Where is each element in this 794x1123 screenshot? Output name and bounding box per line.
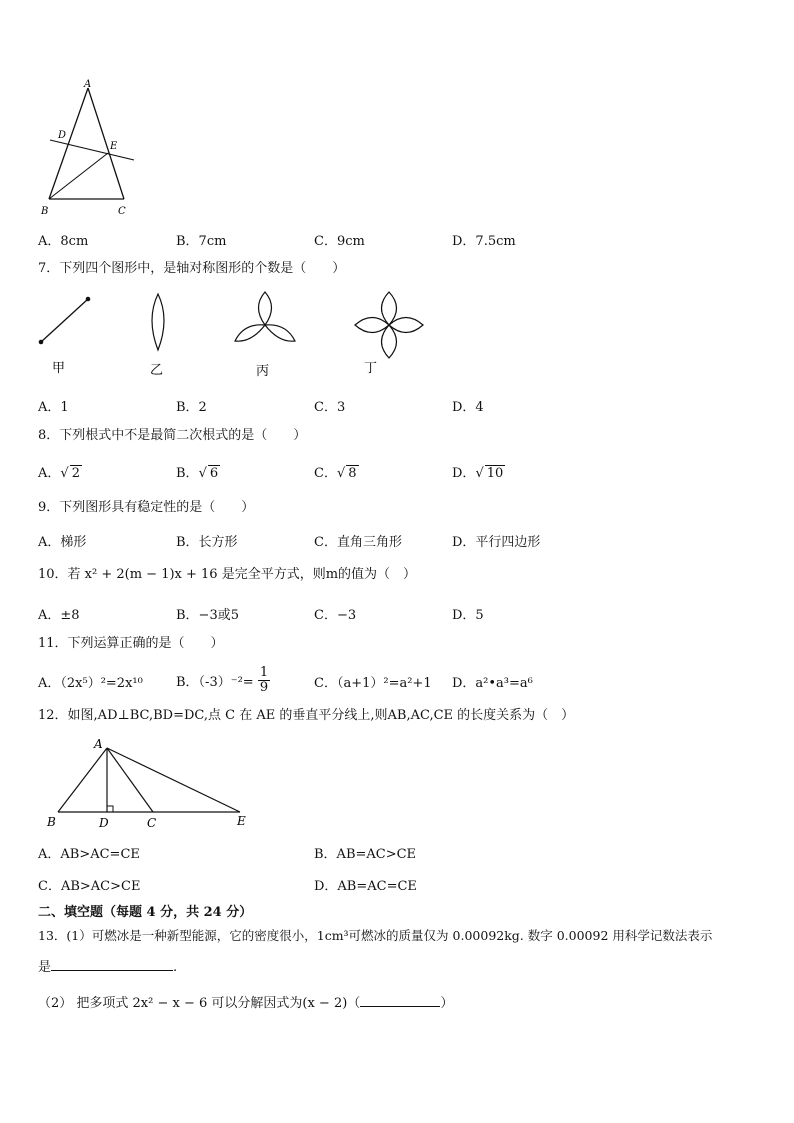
segment-ac: [107, 748, 153, 812]
q7-stem: 7．下列四个图形中，是轴对称图形的个数是（ ）: [38, 261, 346, 276]
q8-option-c[interactable]: [314, 462, 359, 481]
option-letter: D．: [452, 466, 476, 481]
side-ac: [88, 88, 124, 199]
q8-option-a[interactable]: [38, 462, 82, 481]
sqrt-symbol: √: [475, 466, 484, 481]
q8-stem: 8．下列根式中不是最简二次根式的是（ ）: [38, 428, 307, 443]
q12-options-row2: [38, 875, 758, 893]
numerator: 1: [259, 665, 269, 680]
q7-option-b[interactable]: B．2: [176, 400, 207, 415]
q10-option-c[interactable]: C．−3: [314, 608, 357, 623]
figure-jia-endpoint: [86, 297, 91, 302]
answer-blank[interactable]: [51, 958, 173, 971]
q8-option-b[interactable]: [176, 462, 220, 481]
radicand: 6: [209, 466, 219, 481]
denominator: 9: [259, 680, 269, 695]
q6-option-b[interactable]: B．7cm: [176, 234, 227, 249]
option-letter: B．: [176, 466, 199, 481]
q11-stem: 11．下列运算正确的是（ ）: [38, 636, 224, 651]
q10-option-d[interactable]: D．5: [452, 608, 484, 623]
label-c: C: [147, 816, 157, 830]
text: 是: [38, 960, 52, 975]
q12-option-d[interactable]: D．AB=AC=CE: [314, 879, 417, 894]
answer-blank[interactable]: [360, 994, 440, 1007]
label-a: A: [84, 79, 92, 90]
q7-option-d[interactable]: D．4: [452, 400, 484, 415]
radicand: 10: [486, 466, 504, 481]
radicand: 2: [71, 466, 80, 481]
section-title-fill-in: 二、填空题（每题 4 分，共 24 分）: [38, 905, 253, 920]
side-ab: [49, 88, 88, 199]
q12-options-row1: [38, 843, 758, 861]
figure-jia-endpoint: [39, 340, 44, 345]
q13-part1-line1: 13．(1）可燃冰是一种新型能源，它的密度很小，1cm³可燃冰的质量仅为 0.00092kg. 数字 0.00092 用科学记数法表示: [38, 928, 713, 943]
label-e: E: [237, 814, 246, 828]
q12-option-c[interactable]: C．AB>AC>CE: [38, 879, 141, 894]
q7-options: [38, 396, 758, 414]
q6-option-d[interactable]: D．7.5cm: [452, 234, 516, 249]
q13-part2: [38, 994, 453, 1012]
q6-option-a[interactable]: A．8cm: [38, 234, 89, 249]
q9-option-c[interactable]: C．直角三角形: [314, 535, 402, 550]
q9-stem: 9．下列图形具有稳定性的是（ ）: [38, 500, 255, 515]
q6-options: [38, 230, 758, 248]
q6-option-c[interactable]: C．9cm: [314, 234, 365, 249]
q8-options: [38, 462, 758, 480]
side-ae: [107, 748, 240, 812]
right-angle-mark: [107, 806, 113, 812]
label-b: B: [41, 206, 49, 217]
label-e: E: [110, 141, 118, 152]
figure-ding-four-petals: [355, 292, 423, 358]
q10-option-a[interactable]: A．±8: [38, 608, 80, 623]
q10-stem: 10．若 x² + 2(m − 1)x + 16 是完全平方式，则m的值为（ ）: [38, 567, 417, 582]
label-d: D: [99, 816, 109, 830]
option-text: B．（-3）⁻²=: [176, 675, 254, 690]
triangle-figure-q6: [38, 78, 148, 220]
q12-stem: 12．如图,AD⊥BC,BD=DC,点 C 在 AE 的垂直平分线上,则AB,AC,CE 的长度关系为（ ）: [38, 708, 575, 723]
q9-options: [38, 531, 758, 549]
text: （2） 把多项式 2x² − x − 6 可以分解因式为(x − 2)（: [38, 996, 361, 1011]
text: ）: [440, 996, 454, 1011]
triangle-figure-q12: [44, 736, 256, 832]
q7-option-a[interactable]: A．1: [38, 400, 69, 415]
q9-option-a[interactable]: A．梯形: [38, 535, 87, 550]
option-letter: C．: [314, 466, 337, 481]
label-yi: 乙: [150, 363, 164, 378]
sqrt-symbol: √: [198, 466, 207, 481]
sqrt-symbol: √: [336, 466, 346, 481]
q11-options: [38, 666, 758, 696]
figure-jia-segment: [41, 299, 88, 342]
q11-option-d[interactable]: D．a²•a³=a⁶: [452, 676, 533, 691]
bisector-line-de: [50, 140, 134, 160]
q11-option-a[interactable]: A．（2x⁵）²=2x¹⁰: [38, 676, 143, 691]
label-ding: 丁: [364, 361, 378, 376]
q10-option-b[interactable]: B．−3或5: [176, 608, 239, 623]
radicand: 8: [348, 466, 357, 481]
q13-part1-line2: [38, 958, 177, 976]
q11-option-b[interactable]: [176, 666, 270, 695]
q12-option-a[interactable]: A．AB>AC=CE: [38, 847, 140, 862]
option-letter: A．: [38, 466, 61, 481]
label-b: B: [47, 815, 56, 829]
figure-yi-lens: [152, 294, 164, 350]
q8-option-d[interactable]: [452, 462, 505, 481]
q12-option-b[interactable]: B．AB=AC>CE: [314, 847, 417, 862]
side-ab: [58, 748, 107, 812]
q10-options: [38, 604, 758, 622]
fraction: [258, 666, 270, 695]
q7-figures: [30, 290, 440, 382]
text: .: [173, 960, 178, 975]
q7-option-c[interactable]: C．3: [314, 400, 346, 415]
sqrt-symbol: √: [60, 466, 69, 481]
q9-option-b[interactable]: B．长方形: [176, 535, 238, 550]
label-a: A: [94, 737, 103, 751]
q9-option-d[interactable]: D．平行四边形: [452, 535, 541, 550]
q11-option-c[interactable]: C．（a+1）²=a²+1: [314, 676, 432, 691]
label-jia: 甲: [52, 361, 66, 376]
label-c: C: [118, 206, 126, 217]
figure-bing-three-petals: [235, 292, 295, 341]
label-bing: 丙: [256, 364, 270, 379]
segment-be: [49, 153, 108, 199]
label-d: D: [58, 130, 67, 141]
